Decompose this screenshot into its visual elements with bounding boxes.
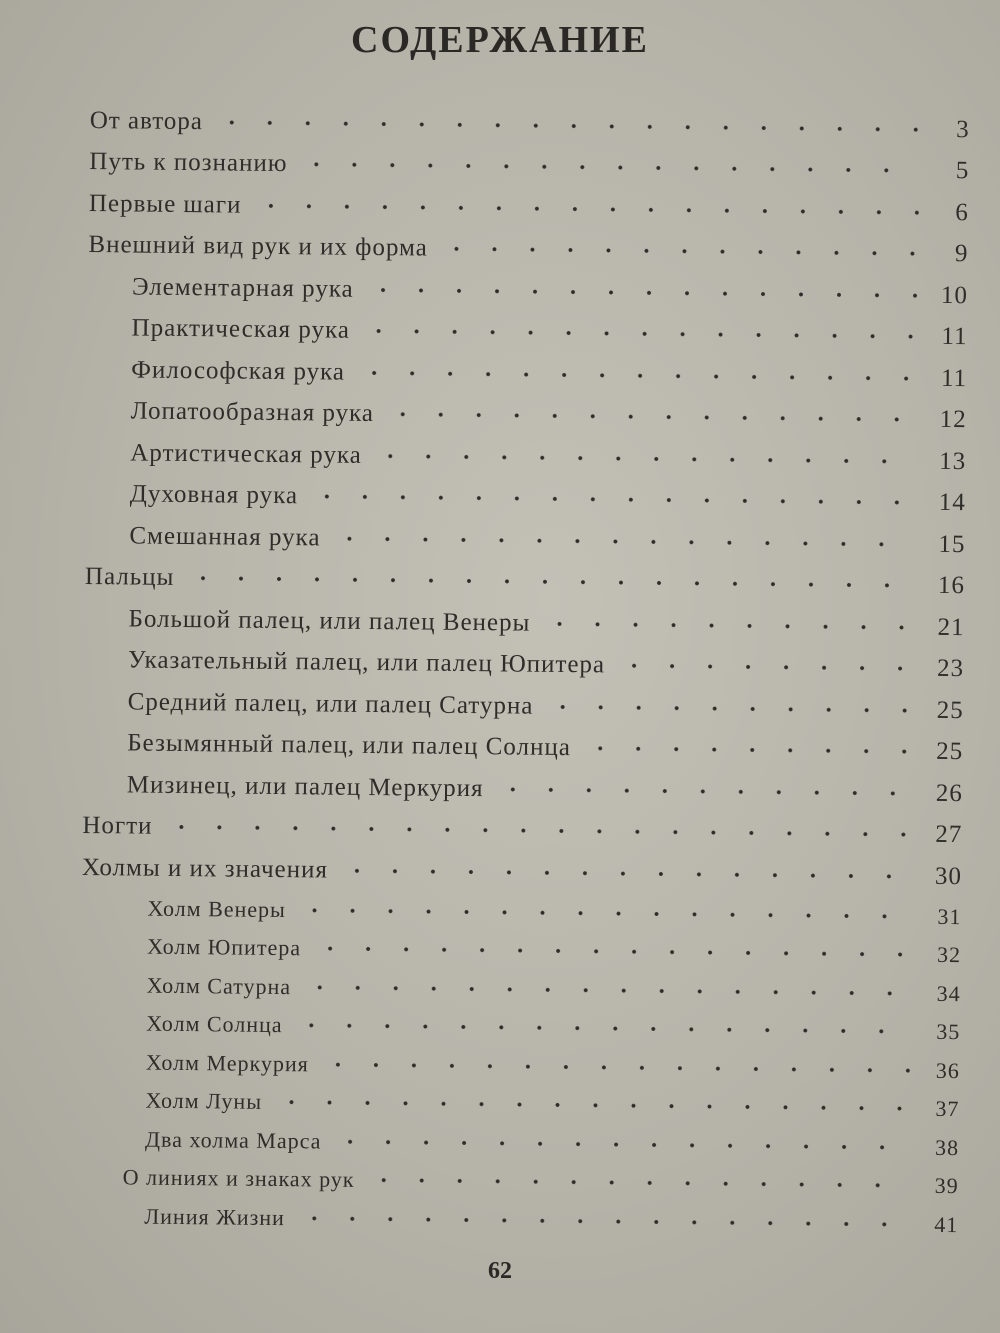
- dot-leader: [292, 1013, 910, 1043]
- toc-entry-title: Мизинец, или палец Меркурия: [126, 771, 484, 802]
- toc-entry-title: Большой палец, или палец Венеры: [128, 605, 531, 637]
- toc-entry-title: Лопатообразная рука: [130, 397, 375, 428]
- dot-leader: [331, 1129, 909, 1159]
- toc-entry-page: 25: [936, 696, 964, 724]
- toc-entry-title: Холм Сатурна: [146, 972, 292, 999]
- toc-entry-page: 11: [941, 323, 968, 351]
- toc-entry-page: 12: [939, 406, 967, 434]
- dot-leader: [581, 736, 914, 763]
- toc-entry-page: 16: [937, 572, 966, 600]
- toc-entry-title: Духовная рука: [129, 480, 299, 510]
- dot-leader: [319, 1052, 910, 1082]
- toc-entry-page: 27: [935, 821, 963, 849]
- toc-entry-title: Линия Жизни: [144, 1203, 286, 1230]
- toc-entry-title: Холм Венеры: [147, 895, 287, 922]
- toc-entry-title: Путь к познанию: [89, 148, 288, 178]
- dot-leader: [296, 898, 912, 928]
- toc-entry-title: Указательный палец, или палец Юпитера: [127, 646, 606, 679]
- dot-leader: [355, 361, 917, 391]
- dot-leader: [297, 152, 919, 183]
- toc-entry-page: 21: [937, 613, 965, 641]
- dot-leader: [301, 975, 911, 1005]
- toc-entry-page: 30: [934, 862, 963, 890]
- toc-entry-page: 41: [934, 1211, 959, 1237]
- toc-entry-page: 5: [955, 157, 970, 185]
- toc-entry-title: Смешанная рука: [129, 522, 321, 552]
- toc-entry-page: 37: [935, 1096, 960, 1122]
- toc-entry-title: Холм Солнца: [146, 1010, 283, 1038]
- dot-leader: [251, 193, 919, 224]
- toc-entry-title: Ногти: [82, 812, 153, 840]
- dot-leader: [384, 402, 917, 432]
- dot-leader: [184, 566, 915, 598]
- toc-entry-page: 32: [936, 942, 962, 968]
- dot-leader: [330, 526, 915, 556]
- toc-entry-page: 13: [939, 447, 967, 475]
- dot-leader: [338, 858, 912, 888]
- toc-entry-page: 10: [940, 281, 969, 309]
- dot-leader: [438, 237, 919, 266]
- toc-entry-title: Философская рука: [131, 356, 346, 386]
- dot-leader: [213, 110, 920, 141]
- toc-entry-title: Средний палец, или палец Сатурна: [127, 688, 534, 720]
- toc-entry-title: От автора: [89, 106, 204, 135]
- table-of-contents: [78, 100, 970, 1244]
- toc-entry-title: Холмы и их значения: [81, 853, 329, 884]
- dot-leader: [615, 654, 914, 681]
- dot-leader: [493, 777, 912, 805]
- toc-entry-page: 23: [936, 655, 965, 683]
- toc-entry-page: 36: [935, 1057, 961, 1083]
- toc-entry-page: 34: [936, 980, 961, 1006]
- dot-leader: [311, 937, 911, 967]
- toc-entry-title: Элементарная рука: [131, 273, 354, 303]
- page-title: СОДЕРЖАНИЕ: [351, 19, 649, 61]
- toc-entry-title: Безымянный палец, или палец Солнца: [127, 729, 572, 762]
- toc-entry-title: О линиях и знаках рук: [122, 1164, 355, 1193]
- toc-entry-page: 15: [938, 530, 966, 558]
- toc-entry-page: 38: [934, 1134, 960, 1160]
- toc-entry-page: 25: [936, 738, 964, 766]
- toc-entry-title: Практическая рука: [131, 314, 351, 344]
- toc-entry-title: Артистическая рука: [130, 439, 362, 469]
- dot-leader: [364, 1168, 908, 1198]
- toc-entry-page: 31: [937, 903, 962, 929]
- dot-leader: [364, 278, 919, 308]
- dot-leader: [540, 611, 914, 639]
- toc-entry-page: 39: [934, 1173, 959, 1199]
- toc-entry-title: Холм Луны: [145, 1087, 263, 1115]
- toc-entry-page: 6: [955, 198, 970, 226]
- toc-entry-page: 3: [956, 115, 970, 143]
- toc-entry-title: Холм Юпитера: [147, 933, 302, 961]
- toc-entry-title: Первые шаги: [88, 189, 242, 219]
- toc-entry-title: Внешний вид рук и их форма: [88, 231, 428, 262]
- dot-leader: [360, 319, 918, 349]
- dot-leader: [272, 1090, 910, 1121]
- toc-entry-title: Холм Меркурия: [145, 1049, 309, 1077]
- dot-leader: [162, 815, 912, 847]
- toc-entry-title: Пальцы: [84, 563, 175, 592]
- toc-entry-page: 35: [936, 1019, 961, 1045]
- page-number: 62: [488, 1258, 512, 1284]
- toc-entry-page: 26: [935, 779, 963, 807]
- dot-leader: [308, 485, 916, 515]
- toc-entry-page: 14: [938, 489, 966, 517]
- toc-entry-page: 11: [940, 364, 968, 392]
- dot-leader: [372, 444, 917, 474]
- dot-leader: [543, 695, 913, 723]
- toc-entry-title: Два холма Марса: [144, 1126, 322, 1154]
- toc-entry-page: 9: [954, 240, 969, 268]
- dot-leader: [295, 1206, 909, 1236]
- toc-entry: [78, 1196, 958, 1244]
